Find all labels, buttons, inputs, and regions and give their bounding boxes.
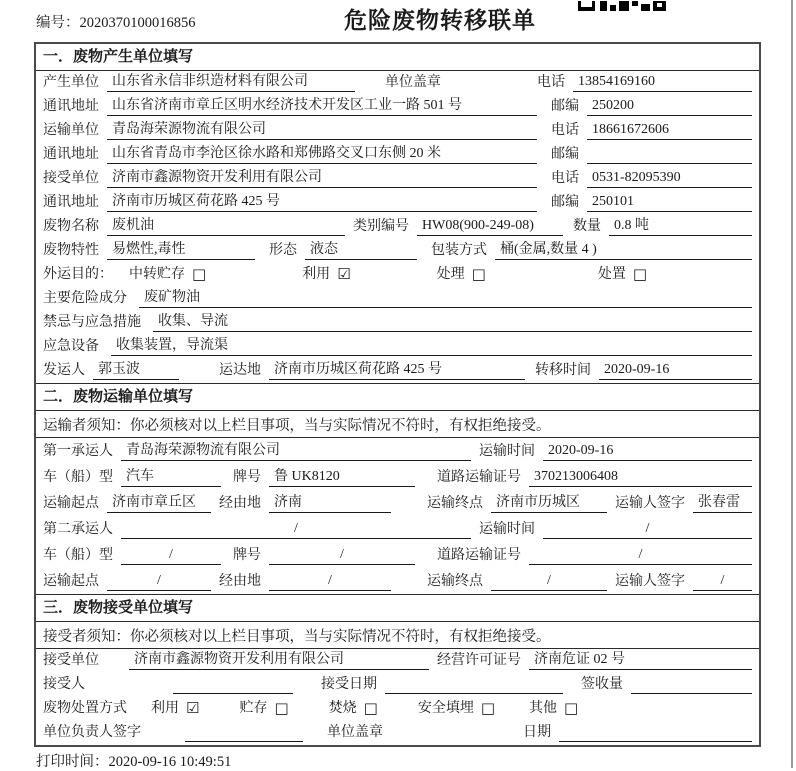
license-value: 济南危证 02 号 bbox=[529, 651, 752, 670]
route1-start-value: 济南市章丘区 bbox=[107, 494, 211, 513]
signed-qty-label: 签收量 bbox=[581, 677, 623, 692]
accept-unit-value: 济南市鑫源物资开发利用有限公司 bbox=[129, 651, 429, 670]
row-route2 bbox=[36, 568, 759, 594]
unit-seal-label: 单位盖章 bbox=[385, 75, 441, 90]
destination-value: 济南市历城区荷花路 425 号 bbox=[269, 361, 525, 380]
receiver-unit-value: 济南市鑫源物资开发利用有限公司 bbox=[107, 169, 537, 188]
transport-zip-value bbox=[587, 162, 752, 164]
receiver-notice: 接受者须知：你必须核对以上栏目事项，当与实际情况不符时，有权拒绝接受。 bbox=[36, 622, 759, 649]
qr-code-fragment-icon bbox=[578, 0, 666, 16]
waste-qty-label: 数量 bbox=[573, 219, 601, 234]
equipment-value: 收集装置，导流渠 bbox=[111, 337, 752, 356]
print-time-value: 2020-09-16 10:49:51 bbox=[108, 754, 232, 770]
disposal-option-utilize: 利用 ☑ bbox=[151, 699, 200, 717]
vehicle2-plate-value: / bbox=[269, 546, 415, 565]
carrier2-time-label: 运输时间 bbox=[479, 522, 535, 537]
sign-date-label: 日期 bbox=[523, 725, 551, 740]
route1-sign-value: 张春雷 bbox=[693, 494, 752, 513]
accept-date-value bbox=[385, 692, 563, 694]
waste-category-value: HW08(900-249-08) bbox=[417, 217, 563, 236]
emergency-value: 收集、导流 bbox=[153, 313, 752, 332]
vehicle2-permit-value: / bbox=[529, 546, 752, 565]
receiver-phone-value: 0531-82095390 bbox=[587, 169, 752, 188]
disposal-option-incinerate: 焚烧 □ bbox=[328, 699, 378, 717]
receiver-zip-label: 邮编 bbox=[551, 195, 579, 210]
page-title: 危险废物转移联单 bbox=[344, 7, 536, 33]
row-responsible-sign bbox=[36, 721, 759, 745]
row-producer-address bbox=[36, 95, 759, 119]
waste-qty-value: 0.8 吨 bbox=[609, 217, 752, 236]
transporter-notice: 运输者须知：你必须核对以上栏目事项，当与实际情况不符时，有权拒绝接受。 bbox=[36, 411, 759, 438]
producer-zip-value: 250200 bbox=[587, 97, 752, 116]
hazard-label: 主要危险成分 bbox=[43, 291, 127, 306]
checkbox-unchecked-icon: □ bbox=[632, 265, 648, 283]
row-transport-address bbox=[36, 143, 759, 167]
receiver-phone-label: 电话 bbox=[551, 171, 579, 186]
transfer-time-label: 转移时间 bbox=[535, 363, 591, 378]
route1-sign-label: 运输人签字 bbox=[615, 496, 685, 511]
transfer-manifest-form bbox=[34, 42, 761, 747]
row-disposal-method bbox=[36, 697, 759, 721]
producer-address-value: 山东省济南市章丘区明水经济技术开发区工业一路 501 号 bbox=[107, 97, 537, 116]
carrier1-value: 青岛海荣源物流有限公司 bbox=[121, 442, 471, 461]
vehicle1-type-value: 汽车 bbox=[121, 468, 221, 487]
checkbox-checked-icon: ☑ bbox=[186, 699, 200, 717]
route2-start-label: 运输起点 bbox=[43, 574, 99, 589]
route1-via-label: 经由地 bbox=[219, 496, 261, 511]
checkbox-checked-icon: ☑ bbox=[337, 265, 351, 283]
waste-category-label: 类别编号 bbox=[353, 219, 409, 234]
transport-unit-value: 青岛海荣源物流有限公司 bbox=[107, 121, 537, 140]
row-shipper bbox=[36, 359, 759, 383]
carrier2-label: 第二承运人 bbox=[43, 522, 113, 537]
transport-address-value: 山东省青岛市李沧区徐水路和郑佛路交叉口东侧 20 米 bbox=[107, 145, 537, 164]
route2-start-value: / bbox=[107, 572, 211, 591]
producer-label: 产生单位 bbox=[43, 75, 99, 90]
route1-start-label: 运输起点 bbox=[43, 496, 99, 511]
route2-end-value: / bbox=[491, 572, 607, 591]
purpose-option-dispose: 处置 □ bbox=[597, 265, 648, 283]
transport-phone-label: 电话 bbox=[551, 123, 579, 138]
carrier1-label: 第一承运人 bbox=[43, 444, 113, 459]
waste-props-label: 废物特性 bbox=[43, 243, 99, 258]
route2-via-label: 经由地 bbox=[219, 574, 261, 589]
vehicle1-plate-label: 牌号 bbox=[233, 470, 261, 485]
disposal-option-landfill: 安全填埋 □ bbox=[417, 699, 496, 717]
purpose-option-storage: 中转贮存 □ bbox=[129, 265, 207, 283]
accept-date-label: 接受日期 bbox=[321, 677, 377, 692]
checkbox-unchecked-icon: □ bbox=[363, 699, 378, 717]
packing-label: 包装方式 bbox=[431, 243, 487, 258]
vehicle1-type-label: 车（船）型 bbox=[43, 470, 113, 485]
checkbox-unchecked-icon: □ bbox=[564, 699, 579, 717]
shipper-value: 郭玉波 bbox=[93, 361, 179, 380]
carrier2-value: / bbox=[121, 520, 471, 539]
row-accept-unit bbox=[36, 649, 759, 673]
row-emergency-equipment bbox=[36, 335, 759, 359]
row-carrier1 bbox=[36, 438, 759, 464]
vehicle1-permit-value: 370213006408 bbox=[529, 468, 752, 487]
purpose-option-treat: 处理 □ bbox=[436, 265, 486, 283]
producer-value: 山东省永信非织造材料有限公司 bbox=[107, 73, 355, 92]
carrier2-time-value: / bbox=[543, 520, 752, 539]
row-producer bbox=[36, 71, 759, 95]
route1-end-label: 运输终点 bbox=[427, 496, 483, 511]
signed-qty-value bbox=[631, 692, 752, 694]
producer-phone-label: 电话 bbox=[537, 75, 565, 90]
row-hazard-component bbox=[36, 287, 759, 311]
receiver-unit-label: 接受单位 bbox=[43, 171, 99, 186]
print-time-label: 打印时间： bbox=[36, 754, 109, 770]
row-emergency-measures bbox=[36, 311, 759, 335]
doc-number-value: 2020370100016856 bbox=[79, 15, 196, 31]
checkbox-unchecked-icon: □ bbox=[480, 699, 496, 717]
route2-sign-value: / bbox=[693, 572, 752, 591]
row-waste-name bbox=[36, 215, 759, 239]
row-waste-props bbox=[36, 239, 759, 263]
sign-date-value bbox=[559, 740, 752, 742]
disposal-label: 废物处置方式 bbox=[43, 701, 127, 716]
license-label: 经营许可证号 bbox=[437, 653, 521, 668]
transport-zip-label: 邮编 bbox=[551, 147, 579, 162]
purpose-option-utilize: 利用 ☑ bbox=[302, 265, 351, 283]
accept-unit-label: 接受单位 bbox=[43, 653, 99, 668]
row-route1 bbox=[36, 490, 759, 516]
transport-phone-value: 18661672606 bbox=[587, 121, 752, 140]
producer-zip-label: 邮编 bbox=[551, 99, 579, 114]
disposal-option-other: 其他 □ bbox=[529, 699, 579, 717]
route2-sign-label: 运输人签字 bbox=[615, 574, 685, 589]
vehicle2-plate-label: 牌号 bbox=[233, 548, 261, 563]
row-receiver-address bbox=[36, 191, 759, 215]
checkbox-unchecked-icon: □ bbox=[274, 699, 289, 717]
checkbox-unchecked-icon: □ bbox=[192, 265, 207, 283]
route1-end-value: 济南市历城区 bbox=[491, 494, 607, 513]
row-receiver-unit bbox=[36, 167, 759, 191]
waste-name-value: 废机油 bbox=[107, 217, 345, 236]
packing-value: 桶(金属,数量 4 ) bbox=[495, 241, 752, 260]
accept-person-value bbox=[173, 692, 293, 694]
producer-phone-value: 13854169160 bbox=[573, 73, 752, 92]
row-vehicle1 bbox=[36, 464, 759, 490]
carrier1-time-label: 运输时间 bbox=[479, 444, 535, 459]
carrier1-time-value: 2020-09-16 bbox=[543, 442, 752, 461]
route1-via-value: 济南 bbox=[269, 494, 391, 513]
vehicle2-permit-label: 道路运输证号 bbox=[437, 548, 521, 563]
vehicle2-type-label: 车（船）型 bbox=[43, 548, 113, 563]
unit-seal2-label: 单位盖章 bbox=[327, 725, 383, 740]
transport-address-label: 通讯地址 bbox=[43, 147, 99, 162]
row-vehicle2 bbox=[36, 542, 759, 568]
transport-unit-label: 运输单位 bbox=[43, 123, 99, 138]
section1-heading: 一．废物产生单位填写 bbox=[36, 44, 759, 71]
doc-number-label: 编号： bbox=[36, 15, 80, 31]
checkbox-unchecked-icon: □ bbox=[471, 265, 486, 283]
scan-edge-line bbox=[791, 0, 793, 768]
waste-form-value: 液态 bbox=[305, 241, 417, 260]
hazard-value: 废矿物油 bbox=[139, 289, 752, 308]
row-accept-person bbox=[36, 673, 759, 697]
destination-label: 运达地 bbox=[219, 363, 261, 378]
receiver-zip-value: 250101 bbox=[587, 193, 752, 212]
row-carrier2 bbox=[36, 516, 759, 542]
waste-name-label: 废物名称 bbox=[43, 219, 99, 234]
row-transport-unit bbox=[36, 119, 759, 143]
section2-heading: 二．废物运输单位填写 bbox=[36, 383, 759, 411]
emergency-label: 禁忌与应急措施 bbox=[43, 315, 141, 330]
waste-form-label: 形态 bbox=[269, 243, 297, 258]
route2-via-value: / bbox=[269, 572, 391, 591]
vehicle1-plate-value: 鲁 UK8120 bbox=[269, 468, 415, 487]
producer-address-label: 通讯地址 bbox=[43, 99, 99, 114]
receiver-address-label: 通讯地址 bbox=[43, 195, 99, 210]
vehicle2-type-value: / bbox=[121, 546, 221, 565]
disposal-option-store: 贮存 □ bbox=[239, 699, 289, 717]
transfer-time-value: 2020-09-16 bbox=[599, 361, 752, 380]
receiver-address-value: 济南市历城区荷花路 425 号 bbox=[107, 193, 537, 212]
section3-heading: 三．废物接受单位填写 bbox=[36, 594, 759, 622]
shipper-label: 发运人 bbox=[43, 363, 85, 378]
responsible-sign-value bbox=[185, 740, 303, 742]
responsible-sign-label: 单位负责人签字 bbox=[43, 725, 141, 740]
row-transfer-purpose bbox=[36, 263, 759, 287]
vehicle1-permit-label: 道路运输证号 bbox=[437, 470, 521, 485]
waste-props-value: 易燃性,毒性 bbox=[107, 241, 255, 260]
equipment-label: 应急设备 bbox=[43, 339, 99, 354]
route2-end-label: 运输终点 bbox=[427, 574, 483, 589]
accept-person-label: 接受人 bbox=[43, 677, 85, 692]
purpose-label: 外运目的： bbox=[43, 267, 113, 282]
